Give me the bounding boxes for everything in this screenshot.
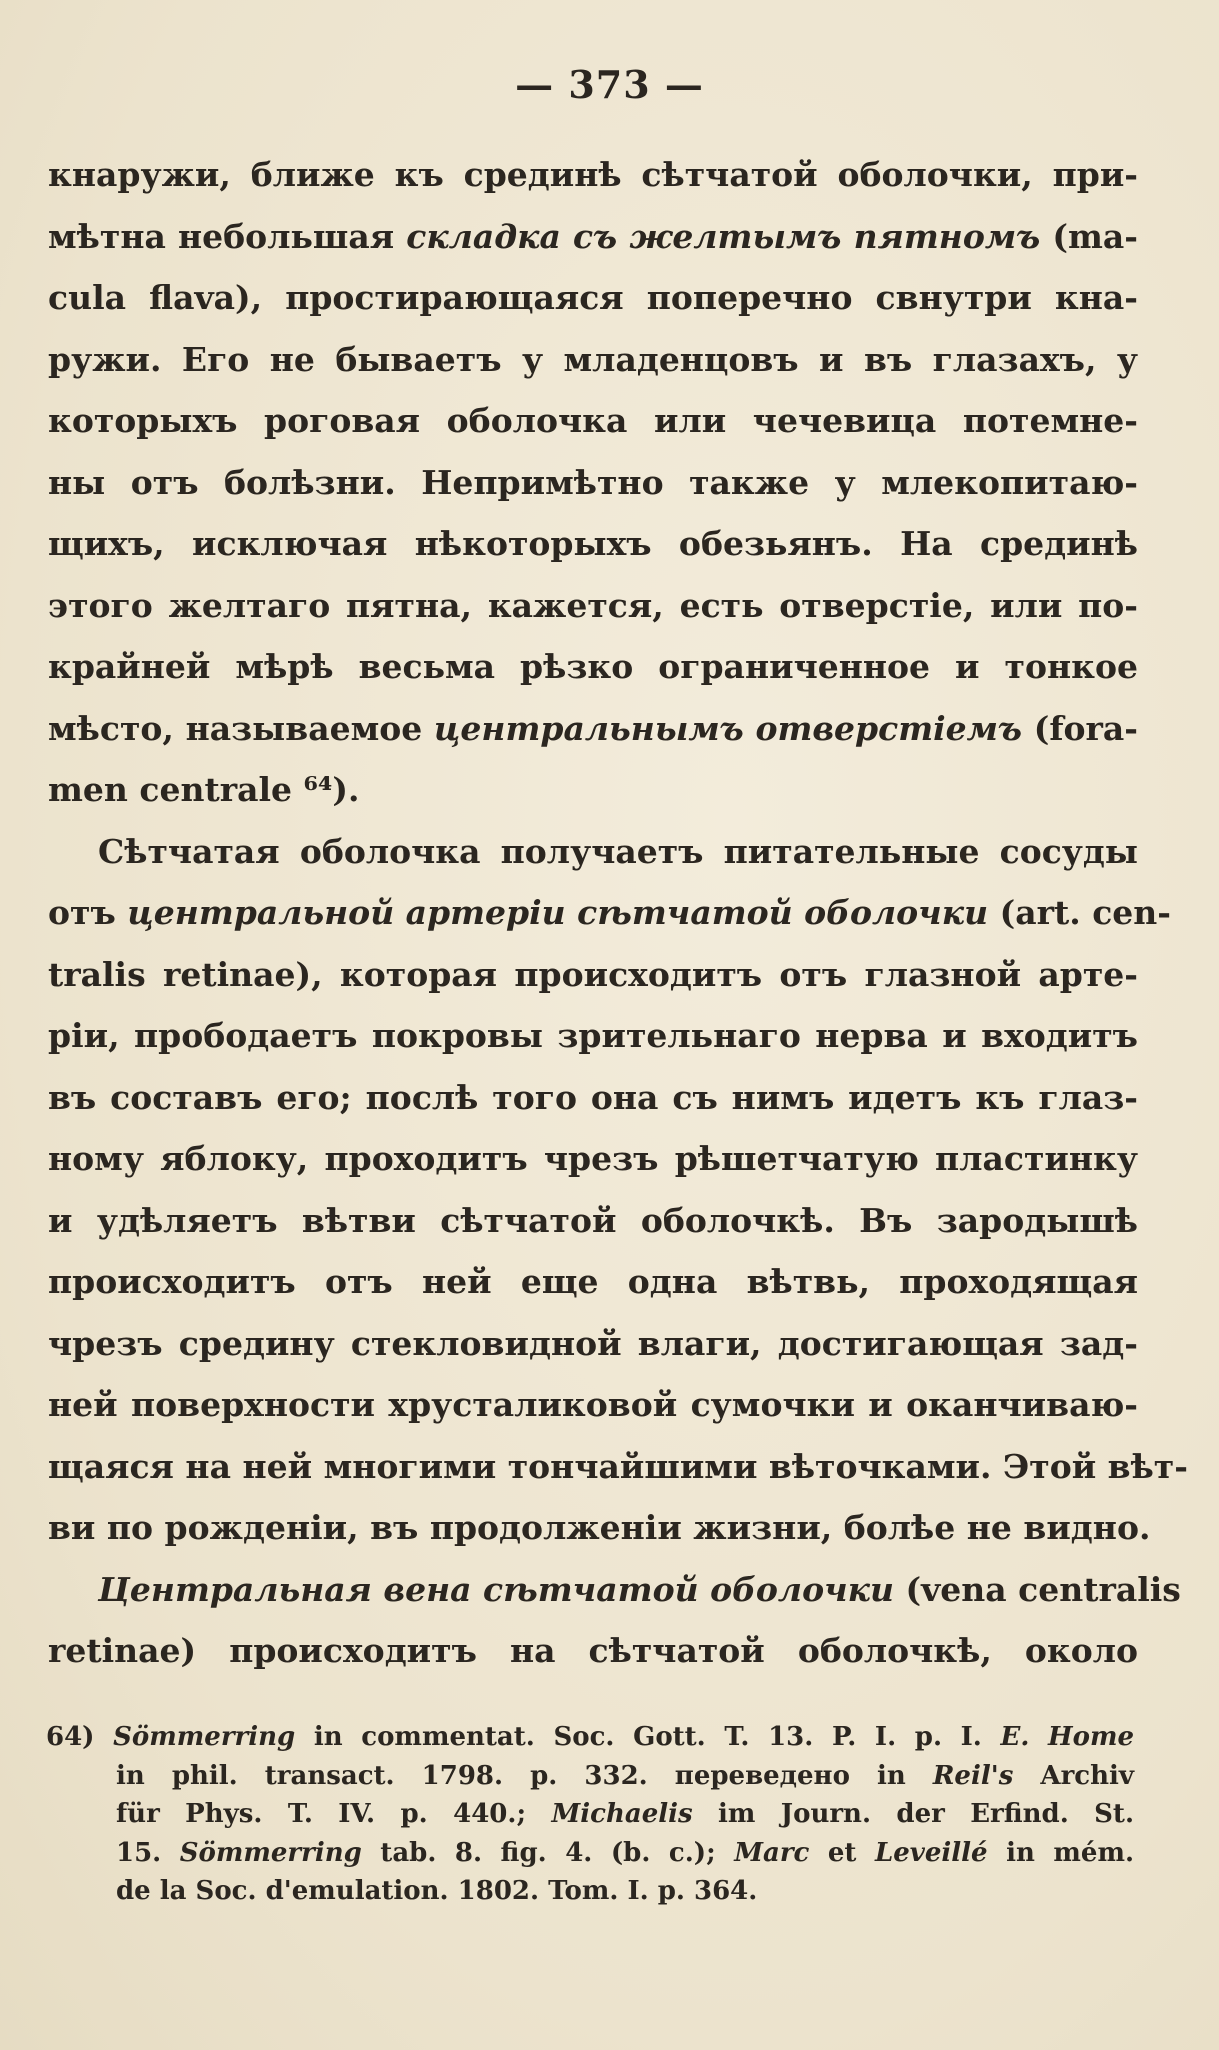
text-line-22: щаяся на ней многими тончайшими вѣточками. Этой вѣт-	[48, 1446, 1188, 1486]
text-line-18: и удѣляетъ вѣтви сѣтчатой оболочкѣ. Въ зародышѣ	[48, 1200, 1138, 1240]
footnote-line-2: in phil. transact. 1798. p. 332. переведено in Reil's Archiv	[116, 1760, 1134, 1791]
italic-term: Центральная вена сѣтчатой оболочки	[98, 1569, 894, 1609]
text-line-6: ны отъ болѣзни. Непримѣтно также у млекопитаю-	[48, 462, 1138, 502]
text-line-12: Сѣтчатая оболочка получаетъ питательные сосуды	[98, 831, 1138, 871]
text-line-9: крайней мѣрѣ весьма рѣзко ограниченное и тонкое	[48, 647, 1138, 686]
footnote-line-1: 64) Sömmerring in commentat. Soc. Gott. T. 13. P. I. p. I. E. Home	[46, 1722, 1134, 1752]
italic-term: складка съ желтымъ пятномъ	[406, 216, 1041, 256]
text-line-2: мѣтна небольшая складка съ желтымъ пятномъ (ma-	[48, 216, 1138, 256]
text-line-23: ви по рожденіи, въ продолженіи жизни, болѣе не видно.	[48, 1508, 1151, 1547]
author-name: Marc	[734, 1837, 810, 1868]
footnote-line-3: für Phys. T. IV. p. 440.; Michaelis im Journ. der Erfind. St.	[116, 1799, 1134, 1829]
text-line-15: ріи, прободаетъ покровы зрительнаго нерва и входитъ	[48, 1016, 1138, 1055]
text-line-16: въ составъ его; послѣ того она съ нимъ идетъ къ глаз-	[48, 1077, 1138, 1117]
italic-term: центральнымъ отверстіемъ	[433, 708, 1023, 748]
text-line-19: происходитъ отъ ней еще одна вѣтвь, проходящая	[48, 1262, 1138, 1301]
footnote	[46, 1718, 1134, 1911]
text-line-24: Центральная вена сѣтчатой оболочки (vena centralis	[98, 1569, 1181, 1609]
author-name: E. Home	[1000, 1722, 1134, 1752]
text-line-17: ному яблоку, проходитъ чрезъ рѣшетчатую пластинку	[48, 1139, 1138, 1178]
footnote-line-4: 15. Sömmerring tab. 8. fig. 4. (b. c.); Marc et Leveillé in mém.	[116, 1837, 1135, 1868]
text-line-7: щихъ, исключая нѣкоторыхъ обезьянъ. На срединѣ	[48, 524, 1138, 563]
text-line-11: men centrale ⁶⁴).	[48, 770, 360, 809]
author-name: Sömmerring	[113, 1722, 296, 1752]
author-name: Sömmerring	[179, 1837, 362, 1868]
footnote-line-5: de la Soc. d'emulation. 1802. Tom. I. p. 364.	[116, 1876, 758, 1906]
text-line-4: ружи. Его не бываетъ у младенцовъ и въ глазахъ, у	[48, 339, 1138, 379]
text-line-25: retinae) происходитъ на сѣтчатой оболочкѣ, около	[48, 1631, 1138, 1670]
author-name: Leveillé	[874, 1837, 988, 1868]
author-name: Michaelis	[551, 1799, 693, 1829]
italic-term: центральной артеріи сѣтчатой оболочки	[127, 893, 989, 932]
text-line-5: которыхъ роговая оболочка или чечевица потемне-	[48, 401, 1138, 440]
text-line-13: отъ центральной артеріи сѣтчатой оболочки (art. cen-	[48, 893, 1171, 932]
text-line-3: cula flava), простирающаяся поперечно свнутри кна-	[48, 278, 1138, 317]
text-line-14: tralis retinae), которая происходитъ отъ глазной арте-	[48, 954, 1138, 994]
text-line-21: ней поверхности хрусталиковой сумочки и оканчиваю-	[48, 1385, 1138, 1424]
text-line-8: этого желтаго пятна, кажется, есть отверстіе, или по-	[48, 585, 1138, 625]
text-line-10: мѣсто, называемое центральнымъ отверстіемъ (fora-	[48, 708, 1138, 748]
text-line-1: кнаружи, ближе къ срединѣ сѣтчатой оболочки, при-	[48, 155, 1138, 194]
author-name: Reil's	[932, 1760, 1014, 1791]
text-line-20: чрезъ средину стекловидной влаги, достигающая зад-	[48, 1323, 1138, 1363]
body-text	[48, 144, 1188, 1682]
page-number: — 373 —	[515, 62, 704, 107]
